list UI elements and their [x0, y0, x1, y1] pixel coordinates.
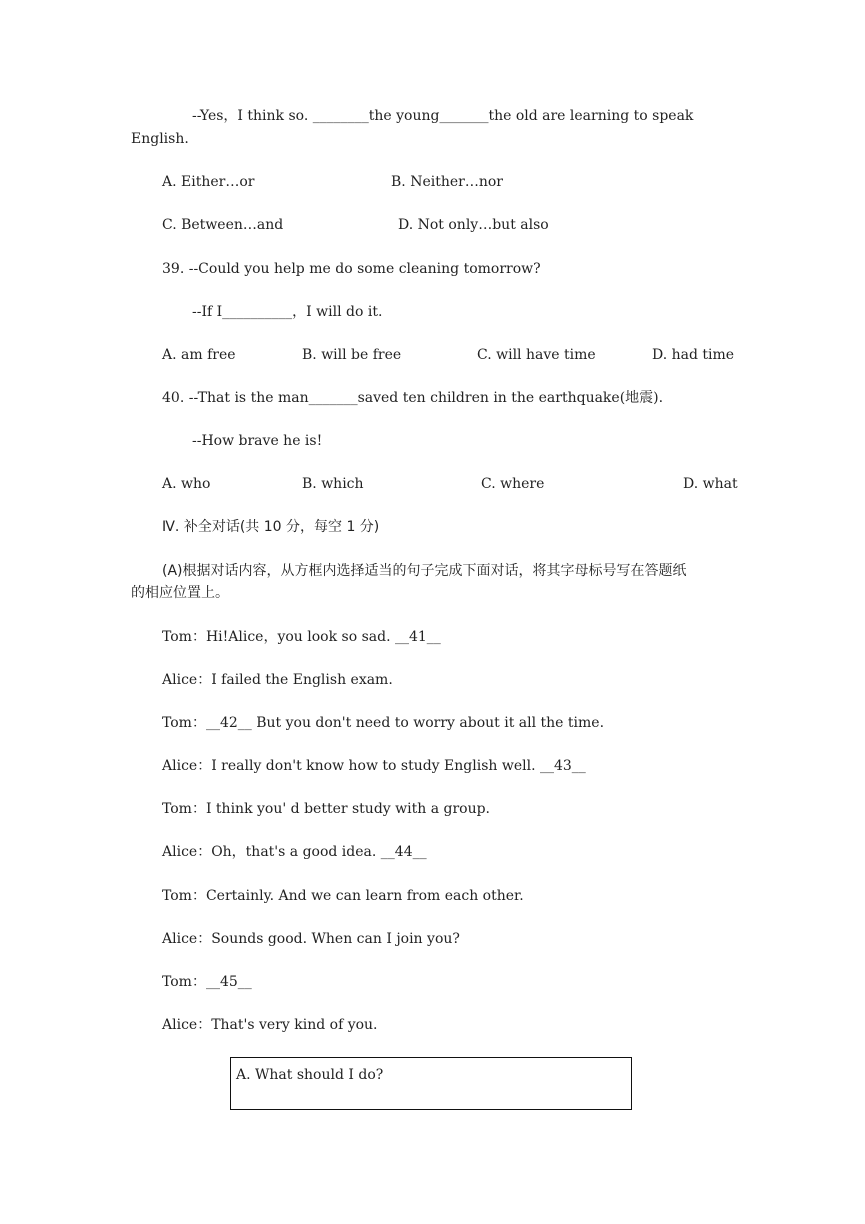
q39-question: 39. --Could you help me do some cleaning tomorrow? [162, 261, 541, 277]
section-instruction: (A)根据对话内容，从方框内选择适当的句子完成下面对话，将其字母标号写在答题纸 [162, 563, 687, 579]
q40-option-a: A. who [162, 476, 211, 492]
q40-option-c: C. where [481, 476, 545, 492]
q40-question: 40. --That is the man_______saved ten children in the earthquake(地震). [162, 390, 664, 406]
dialogue-line: Tom：__45__ [162, 974, 252, 990]
options-box [230, 1057, 632, 1110]
q40-option-b: B. which [302, 476, 364, 492]
q38-answer-continuation: English. [131, 131, 189, 147]
q39-answer: --If I__________，I will do it. [192, 304, 383, 320]
q38-option-a: A. Either…or [162, 174, 255, 190]
section-heading: Ⅳ. 补全对话(共 10 分，每空 1 分) [162, 519, 380, 535]
q38-option-c: C. Between…and [162, 217, 284, 233]
section-instruction-continuation: 的相应位置上。 [131, 585, 229, 601]
dialogue-line: Alice：I really don't know how to study English well. __43__ [162, 758, 586, 774]
q38-option-b: B. Neither…nor [391, 174, 503, 190]
q39-option-a: A. am free [162, 347, 236, 363]
q39-option-d: D. had time [652, 347, 735, 363]
dialogue-line: Alice：That's very kind of you. [162, 1017, 378, 1033]
q38-option-d: D. Not only…but also [398, 217, 549, 233]
dialogue-line: Tom：Hi!Alice，you look so sad. __41__ [162, 629, 441, 645]
q39-option-b: B. will be free [302, 347, 402, 363]
dialogue-line: Tom：Certainly. And we can learn from each other. [162, 888, 524, 904]
q40-option-d: D. what [683, 476, 738, 492]
dialogue-line: Alice：Oh，that's a good idea. __44__ [162, 844, 427, 860]
dialogue-line: Alice：Sounds good. When can I join you? [162, 931, 460, 947]
q39-option-c: C. will have time [477, 347, 596, 363]
dialogue-line: Alice：I failed the English exam. [162, 672, 393, 688]
option-a: A. What should I do? [236, 1067, 384, 1083]
dialogue-line: Tom：__42__ But you don't need to worry about it all the time. [162, 715, 605, 731]
q40-answer: --How brave he is! [192, 433, 323, 449]
q38-answer-line: --Yes，I think so. ________the young_______the old are learning to speak [192, 108, 694, 124]
dialogue-line: Tom：I think you' d better study with a group. [162, 801, 491, 817]
